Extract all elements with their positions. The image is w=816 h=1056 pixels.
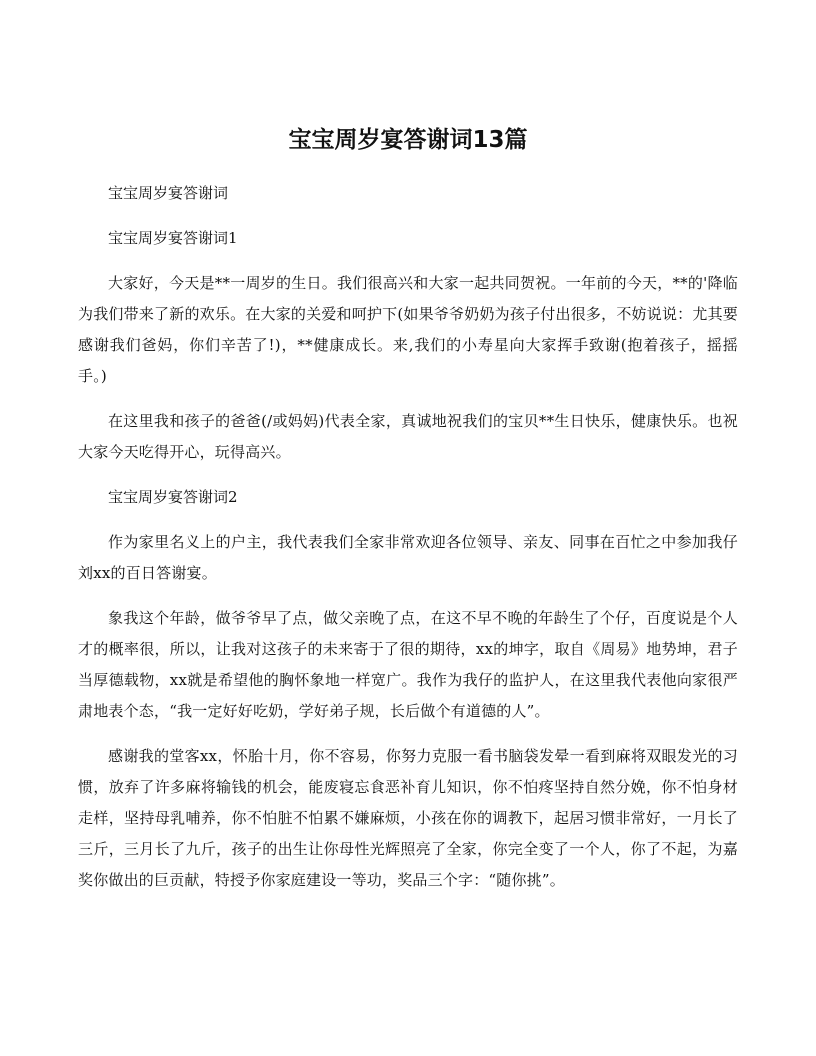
paragraph: 象我这个年龄，做爷爷早了点，做父亲晚了点，在这不早不晚的年龄生了个仔，百度说是个人才的概率很，所以，让我对这孩子的未来寄于了很的期待，xx的坤字，取自《周易》地势坤，君子当厚德载物，xx就是希望他的胸怀象地一样宽广。我作为我仔的监护人，在这里我代表他向家很严肃地表个态，“我一定好好吃奶，学好弟子规，长后做个有道德的人”。 [78,609,738,720]
paragraph: 作为家里名义上的户主，我代表我们全家非常欢迎各位领导、亲友、同事在百忙之中参加我仔刘xx的百日答谢宴。 [78,533,738,582]
paragraph: 在这里我和孩子的爸爸(/或妈妈)代表全家，真诚地祝我们的宝贝**生日快乐，健康快乐。也祝大家今天吃得开心，玩得高兴。 [78,412,738,461]
paragraph: 大家好，今天是**一周岁的生日。我们很高兴和大家一起共同贺祝。一年前的今天，**的'降临为我们带来了新的欢乐。在大家的关爱和呵护下(如果爷爷奶奶为孩子付出很多，不妨说说：尤其要感谢我们爸妈，你们辛苦了!)，**健康成长。来,我们的小寿星向大家挥手致谢(抱着孩子，摇摇手。) [78,274,738,385]
document-body [78,178,738,910]
section-heading-2: 宝宝周岁宴答谢词2 [108,488,238,506]
paragraph: 感谢我的堂客xx，怀胎十月，你不容易，你努力克服一看书脑袋发晕一看到麻将双眼发光的习惯，放弃了许多麻将输钱的机会，能废寝忘食恶补育儿知识，你不怕疼坚持自然分娩，你不怕身材走样，坚持母乳哺养，你不怕脏不怕累不嫌麻烦，小孩在你的调教下，起居习惯非常好，一月长了三斤，三月长了九斤，孩子的出生让你母性光辉照亮了全家，你完全变了一个人，你了不起，为嘉奖你做出的巨贡献，特授予你家庭建设一等功，奖品三个字：“随你挑”。 [78,747,738,889]
document-title: 宝宝周岁宴答谢词13篇 [288,127,528,153]
document-subtitle: 宝宝周岁宴答谢词 [108,184,229,202]
section-heading-1: 宝宝周岁宴答谢词1 [108,229,238,247]
